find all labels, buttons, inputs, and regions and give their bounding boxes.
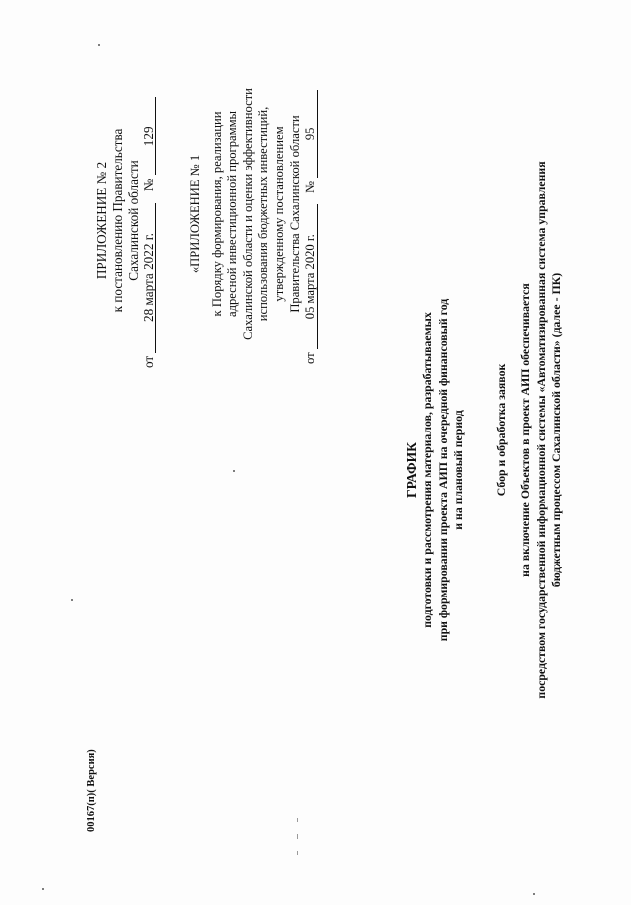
document-code: 00167(п)( Версия) <box>86 749 97 832</box>
schedule-line: подготовки и рассмотрения материалов, разрабатываемых <box>419 312 434 628</box>
schedule-title: ГРАФИК <box>404 442 419 498</box>
appendix-1-line: адресной инвестиционной программы <box>225 110 240 318</box>
appendix-2-from-label: от <box>141 355 157 368</box>
appendix-2-line1: к постановлению Правительства <box>109 128 125 313</box>
appendix-2-title: ПРИЛОЖЕНИЕ № 2 <box>94 161 109 280</box>
appendix-1-date: 05 марта 2020 г. <box>304 204 318 349</box>
scan-artifact <box>297 834 298 839</box>
appendix-2-block <box>94 73 157 368</box>
collection-block <box>494 70 565 790</box>
scan-artifact <box>533 893 535 895</box>
appendix-2-number: 129 <box>142 97 156 175</box>
scan-artifact <box>71 599 73 601</box>
appendix-1-line: к Порядку формирования, реализации <box>209 111 224 317</box>
collection-line: бюджетным процессом Сахалинской области» (далее - ПК) <box>549 272 564 588</box>
collection-line: посредством государственной информационной системы «Автоматизированная система управления <box>533 161 548 699</box>
scan-artifact <box>42 888 44 890</box>
appendix-1-title: «ПРИЛОЖЕНИЕ № 1 <box>188 154 202 274</box>
appendix-1-line: Сахалинской области и оценки эффективности <box>240 88 255 340</box>
appendix-1-date-line <box>303 64 319 364</box>
schedule-block <box>404 235 467 705</box>
appendix-1-block <box>188 64 319 364</box>
scan-artifact <box>297 851 298 855</box>
appendix-2-date-line <box>141 73 157 368</box>
appendix-1-line: использования бюджетных инвестиций, <box>256 106 271 322</box>
schedule-line: и на плановый период <box>451 410 466 530</box>
collection-line: на включение Объектов в проект АИП обеспечивается <box>517 283 532 577</box>
appendix-2-line2: Сахалинской области <box>125 160 141 281</box>
appendix-1-num-label: № <box>303 181 318 194</box>
appendix-1-line: Правительства Сахалинской области <box>287 115 302 313</box>
scan-artifact <box>297 818 298 822</box>
appendix-1-number: 95 <box>304 90 318 178</box>
collection-title: Сбор и обработка заявок <box>494 363 508 497</box>
appendix-2-num-label: № <box>141 178 157 192</box>
appendix-1-line: утвержденному постановлением <box>271 126 286 302</box>
appendix-1-from-label: от <box>303 352 318 364</box>
schedule-line: при формировании проекта АИП на очередной финансовый год <box>435 298 450 642</box>
appendix-2-date: 28 марта 2022 г. <box>142 203 156 353</box>
scan-artifact <box>233 470 235 472</box>
scan-artifact <box>98 44 100 46</box>
